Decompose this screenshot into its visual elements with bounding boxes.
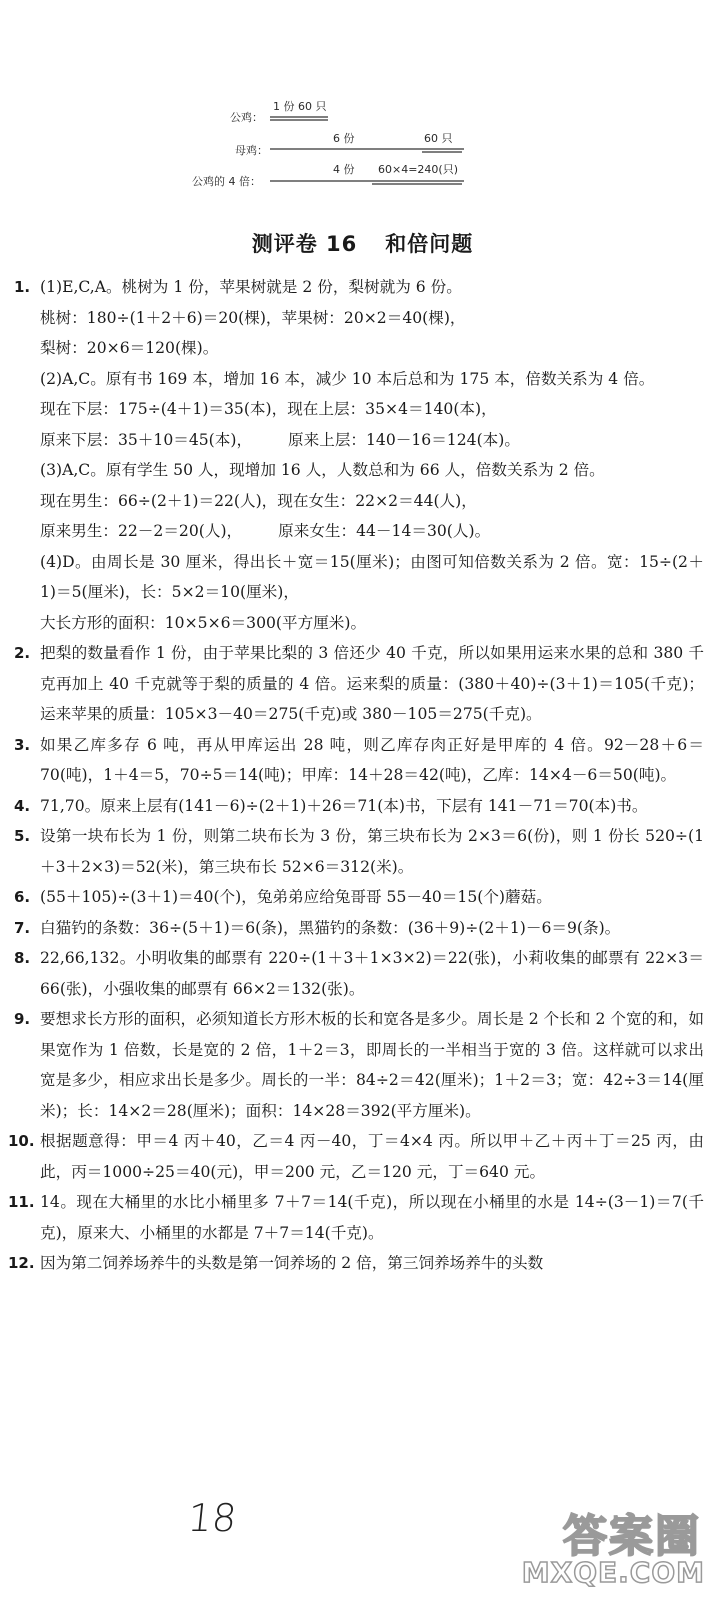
item-line: 桃树：180÷(1＋2＋6)＝20(棵)，苹果树：20×2＝40(棵)， xyxy=(40,308,466,327)
item-text: 因为第二饲养场养牛的头数是第一饲养场的 2 倍，第三饲养场养牛的头数 xyxy=(40,1254,544,1272)
line-segment-diagram xyxy=(0,0,725,205)
answer-item-1 xyxy=(14,272,704,638)
answer-item-12 xyxy=(8,1248,704,1279)
rooster4-parts-label: 4 份 xyxy=(333,163,355,176)
item-line: 梨树：20×6＝120(棵)。 xyxy=(40,339,219,357)
item-text: 把梨的数量看作 1 份，由于苹果比梨的 3 倍还少 40 千克，所以如果用运来水果的总和 380 千克再加上 40 千克就等于梨的质量的 4 倍。运来梨的质量：(380＋40)÷(3＋1)＝105(千克)；运来苹果的质量：105×3－40＝275(千克)或 380－105＝275(千克)。 xyxy=(40,644,704,723)
item-text: 设第一块布长为 1 份，则第二块布长为 3 份，第三块布长为 2×3＝6(份)，则 1 份长 520÷(1＋3＋2×3)＝52(米)，第三块布长 52×6＝312(米)。 xyxy=(40,827,704,876)
item-number: 2. xyxy=(14,644,31,662)
watermark-logo xyxy=(505,1500,705,1590)
watermark-url: MXQE.COM xyxy=(521,1556,705,1589)
title-test-number: 测评卷 16 xyxy=(251,232,358,256)
rooster-top-label: 1 份 60 只 xyxy=(273,100,327,113)
handwritten-page-number: 18 xyxy=(185,1496,239,1540)
item-number: 11. xyxy=(8,1193,35,1211)
item-text: 根据题意得：甲＝4 丙＋40，乙＝4 丙－40，丁＝4×4 丙。所以甲＋乙＋丙＋丁＝25 丙，由此，丙＝1000÷25＝40(元)，甲＝200 元，乙＝120 元，丁＝640 元。 xyxy=(40,1132,704,1181)
item-number: 12. xyxy=(8,1254,35,1272)
answer-list xyxy=(8,272,704,1279)
item-text: 22,66,132。小明收集的邮票有 220÷(1＋3＋1×3×2)＝22(张)，小莉收集的邮票有 22×3＝66(张)，小强收集的邮票有 66×2＝132(张)。 xyxy=(40,949,704,998)
item-line: 原来下层：35＋10＝45(本)， xyxy=(40,430,253,449)
item-number: 7. xyxy=(14,918,31,937)
item-line: (2)A,C。原有书 169 本，增加 16 本，减少 10 本后总和为 175 本，倍数关系为 4 倍。 xyxy=(40,369,655,388)
item-text: 白猫钓的条数：36÷(5＋1)＝6(条)，黑猫钓的条数：(36＋9)÷(2＋1)－6＝9(条)。 xyxy=(40,918,621,937)
item-text: 如果乙库多存 6 吨，再从甲库运出 28 吨，则乙库存肉正好是甲库的 4 倍。92－28＋6＝70(吨)，1＋4＝5，70÷5＝14(吨)；甲库：14＋28＝42(吨)，乙库：14×4－6＝50(吨)。 xyxy=(40,735,704,784)
answer-item-9 xyxy=(14,1004,704,1126)
item-number: 10. xyxy=(8,1132,35,1150)
item-line: 现在男生：66÷(2＋1)＝22(人)，现在女生：22×2＝44(人)， xyxy=(40,491,477,510)
item-line: 原来上层：140－16＝124(本)。 xyxy=(288,430,520,449)
item-number: 8. xyxy=(14,949,31,967)
title-topic: 和倍问题 xyxy=(385,232,474,256)
answer-item-11 xyxy=(8,1187,704,1248)
rooster4-label: 公鸡的 4 倍： xyxy=(192,175,261,188)
item-text: (55＋105)÷(3＋1)＝40(个)，兔弟弟应给兔哥哥 55－40＝15(个)蘑菇。 xyxy=(40,888,552,906)
item-text: 要想求长方形的面积，必须知道长方形木板的长和宽各是多少。周长是 2 个长和 2 个宽的和，如果宽作为 1 倍数，长是宽的 2 倍，1＋2＝3，即周长的一半相当于宽的 3 倍。这样就可以求出宽是多少，相应求出长是多少。周长的一半：84÷2＝42(厘米)；1＋2＝3；宽：42÷3＝14(厘米)；长：14×2＝28(厘米)；面积：14×28＝392(平方厘米)。 xyxy=(40,1010,704,1120)
item-line-pair xyxy=(40,516,704,547)
answer-item-5 xyxy=(14,821,704,882)
item-number: 6. xyxy=(14,888,31,906)
item-line: (3)A,C。原有学生 50 人，现增加 16 人，人数总和为 66 人，倍数关系为 2 倍。 xyxy=(40,461,605,479)
item-number: 1. xyxy=(14,278,31,296)
item-number: 3. xyxy=(14,735,31,754)
item-line: 原来男生：22－2＝20(人)， xyxy=(40,522,243,540)
item-line: (4)D。由周长是 30 厘米，得出长＋宽＝15(厘米)；由图可知倍数关系为 2 倍。宽：15÷(2＋1)＝5(厘米)，长：5×2＝10(厘米)， xyxy=(40,552,704,601)
answer-item-8 xyxy=(14,943,704,1004)
answer-item-6 xyxy=(14,882,704,913)
item-line: 现在下层：175÷(4＋1)＝35(本)，现在上层：35×4＝140(本)， xyxy=(40,400,497,418)
diagram-svg xyxy=(0,0,725,205)
item-line: (1)E,C,A。桃树为 1 份，苹果树就是 2 份，梨树就为 6 份。 xyxy=(40,278,462,296)
item-line: 大长方形的面积：10×5×6＝300(平方厘米)。 xyxy=(40,613,367,632)
watermark-title: 答案圈 xyxy=(563,1511,701,1562)
item-text: 14。现在大桶里的水比小桶里多 7＋7＝14(千克)，所以现在小桶里的水是 14÷(3－1)＝7(千克)，原来大、小桶里的水都是 7＋7＝14(千克)。 xyxy=(40,1193,704,1242)
hen-parts-label: 6 份 xyxy=(333,132,355,145)
item-line: 原来女生：44－14＝30(人)。 xyxy=(278,522,491,540)
item-line-pair xyxy=(40,425,704,456)
item-number: 9. xyxy=(14,1010,31,1028)
answer-item-4 xyxy=(14,791,704,822)
hen-label: 母鸡： xyxy=(235,144,268,157)
rooster4-total-label: 60×4=240(只) xyxy=(378,163,459,176)
rooster-label: 公鸡： xyxy=(230,111,263,124)
item-text: 71,70。原来上层有(141－6)÷(2＋1)＋26＝71(本)书，下层有 141－71＝70(本)书。 xyxy=(40,796,648,815)
hen-count-label: 60 只 xyxy=(424,132,453,145)
answer-item-10 xyxy=(8,1126,704,1187)
item-number: 5. xyxy=(14,827,31,845)
answer-item-2 xyxy=(14,638,704,730)
item-number: 4. xyxy=(14,796,31,815)
answer-item-3 xyxy=(14,730,704,791)
page-title xyxy=(0,228,725,258)
answer-item-7 xyxy=(14,913,704,944)
